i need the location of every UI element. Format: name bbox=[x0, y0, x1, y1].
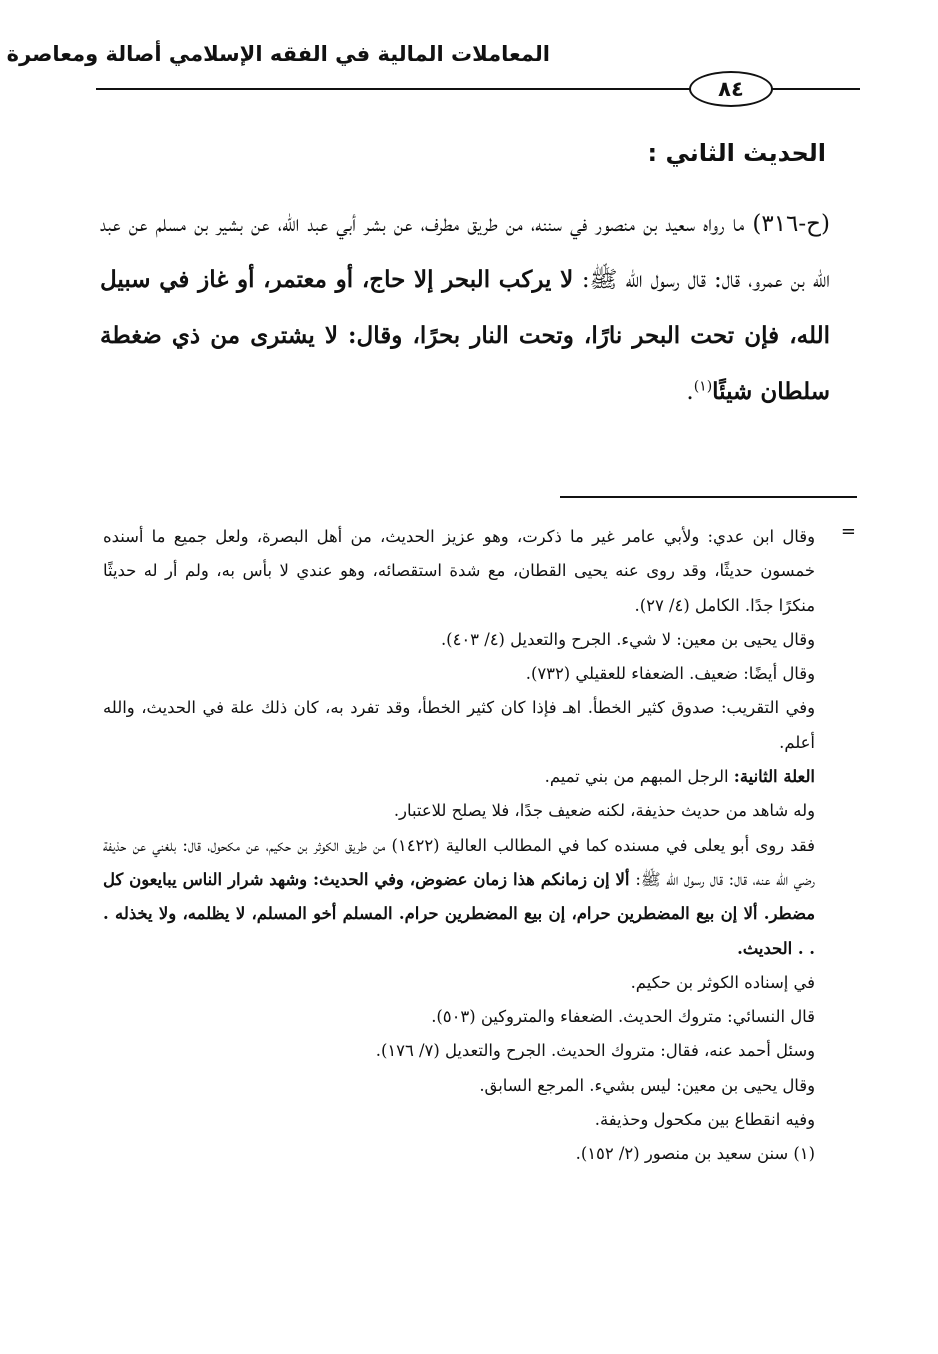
footnotes bbox=[103, 520, 815, 1172]
running-header-title: المعاملات المالية في الفقه الإسلامي أصالة ومعاصرة bbox=[6, 42, 550, 66]
footnote-text: وقال ابن عدي: ولأبي عامر غير ما ذكرت، وهو عزيز الحديث، من أهل البصرة، ولعل جميع ما أسنده خمسون حديثًا، وقد روى عنه يحيى القطان، مع شدة استقصائه، وهو عندي لا بأس به، ولم أر له حديثًا منكرًا جدًا. الكامل (٤/ ٢٧). bbox=[103, 527, 815, 615]
footnote-line bbox=[103, 1103, 815, 1137]
section-heading: الحديث الثاني : bbox=[647, 139, 826, 167]
continuation-mark: = bbox=[840, 521, 856, 542]
footnote-line bbox=[103, 1034, 815, 1068]
hadith-text: لا يركب البحر إلا حاج، أو معتمر، أو غاز في سبيل الله، فإن تحت البحر نارًا، وتحت النار بحرًا، وقال: لا يشترى من ذي ضغطة سلطان شيئًا bbox=[100, 266, 830, 405]
footnote-line bbox=[103, 1000, 815, 1034]
footnote-text: قال النسائي: متروك الحديث. الضعفاء والمتروكين (٥٠٣). bbox=[431, 1007, 815, 1027]
footnote-text: وقال يحيى بن معين: ليس بشيء. المرجع السابق. bbox=[479, 1075, 815, 1095]
footnote-text: (١) سنن سعيد بن منصور (٢/ ١٥٢). bbox=[575, 1144, 815, 1164]
footnote-separator bbox=[560, 496, 857, 498]
footnote-lead: العلة الثانية: bbox=[733, 767, 815, 787]
footnote-line bbox=[103, 623, 815, 657]
hadith-intro: (ح-٣١٦) ما رواه سعيد بن منصور في سننه، من طريق مطرف، عن بشر أبي عبد الله، عن بشير بن مسلم عن عبد الله بن عمرو، قال: قال رسول الله ﷺ: bbox=[100, 211, 830, 293]
footnote-line bbox=[103, 760, 815, 794]
hadith-paragraph bbox=[100, 196, 830, 420]
footnote-marker[interactable]: (١) bbox=[693, 378, 713, 395]
footnote-text: في إسناده الكوثر بن حكيم. bbox=[630, 972, 815, 992]
footnote-text: وسئل أحمد عنه، فقال: متروك الحديث. الجرح والتعديل (٧/ ١٧٦). bbox=[375, 1041, 815, 1061]
footnote-line bbox=[103, 1137, 815, 1171]
footnote-text: الرجل المبهم من بني تميم. bbox=[544, 767, 734, 787]
footnote-line bbox=[103, 691, 815, 760]
footnote-text: وفيه انقطاع بين مكحول وحذيفة. bbox=[594, 1110, 815, 1130]
footnote-bold-text: ألا إن زمانكم هذا زمان عضوض، وفي الحديث: وشهد شرار الناس يبايعون كل مضطر. ألا إن بيع المضطرين حرام، إن بيع المضطرين حرام. المسلم أخو المسلم، لا يظلمه، ولا يخذله . . . الحديث. bbox=[103, 869, 815, 958]
footnote-line bbox=[103, 829, 815, 966]
footnote-line bbox=[103, 1069, 815, 1103]
hadith-end: . bbox=[686, 379, 694, 405]
footnote-line bbox=[103, 794, 815, 828]
footnote-text: وقال يحيى بن معين: لا شيء. الجرح والتعديل (٤/ ٤٠٣). bbox=[440, 629, 815, 649]
footnote-text: فقد روى أبو يعلى في مسنده كما في المطالب العالية (١٤٢٢) من طريق الكوثر بن حكيم، عن مكحول، قال: بلغني عن حذيفة رضي الله عنه، قال: قال رسول الله ﷺ: bbox=[103, 835, 815, 889]
footnote-text: وله شاهد من حديث حذيفة، لكنه ضعيف جدًا، فلا يصلح للاعتبار. bbox=[393, 801, 815, 821]
footnote-text: وفي التقريب: صدوق كثير الخطأ. اهـ فإذا كان كثير الخطأ، وقد تفرد به، كان ذلك علة في الحديث، والله أعلم. bbox=[103, 698, 815, 752]
page-number: ٨٤ bbox=[689, 71, 773, 107]
footnote-text: وقال أيضًا: ضعيف. الضعفاء للعقيلي (٧٣٢). bbox=[525, 664, 815, 684]
footnote-line bbox=[103, 520, 815, 623]
footnote-line bbox=[103, 966, 815, 1000]
footnote-line bbox=[103, 657, 815, 691]
